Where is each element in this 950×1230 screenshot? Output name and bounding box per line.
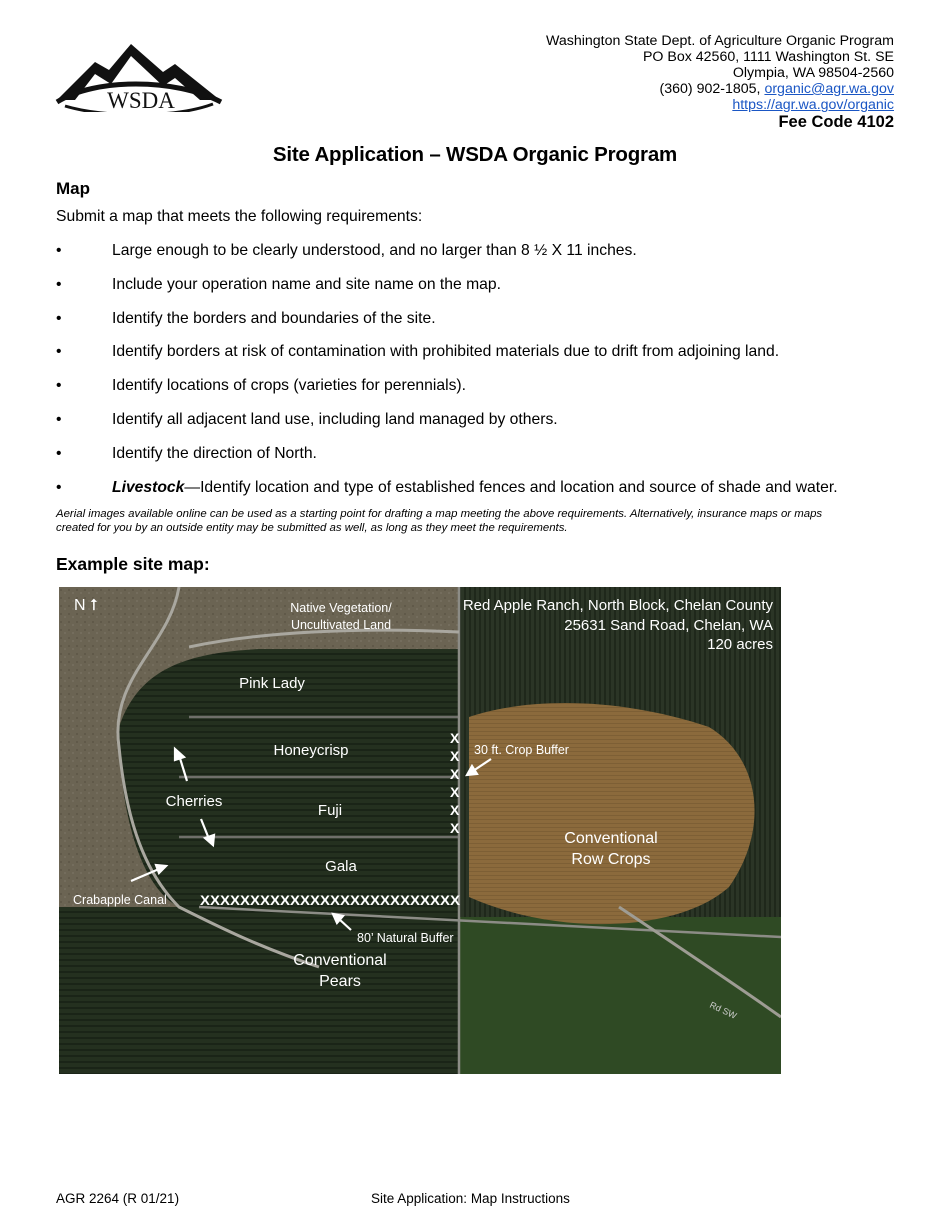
map-label-conv-row-1: Conventional	[564, 830, 658, 847]
list-item: • Identify the borders and boundaries of the site.	[56, 309, 436, 327]
bullet-icon: •	[56, 478, 62, 496]
x-mark-4: X	[450, 784, 460, 800]
bullet-icon: •	[56, 410, 62, 428]
org-name: Washington State Dept. of Agriculture Organic Program	[545, 33, 894, 49]
map-label-crop-buffer: 30 ft. Crop Buffer	[474, 743, 569, 757]
bullet-icon: •	[56, 343, 62, 361]
form-number: AGR 2264 (R 01/21)	[56, 1191, 180, 1206]
row-crops-circle	[469, 703, 755, 924]
wsda-logo	[55, 38, 223, 112]
bullet-icon: •	[56, 309, 62, 327]
section-intro: Submit a map that meets the following requirements:	[56, 208, 423, 225]
list-item: • Identify the direction of North.	[56, 444, 317, 462]
map-label-honeycrisp: Honeycrisp	[273, 742, 349, 759]
map-label-gala: Gala	[325, 858, 357, 875]
list-item: • Large enough to be clearly understood, and no larger than 8 ½ X 11 inches.	[56, 242, 637, 259]
map-label-road: Rd SW	[708, 999, 739, 1021]
livestock-text: —Identify location and type of established fences and location and source of shade and water.	[184, 478, 838, 496]
logo-text: WSDA	[107, 88, 175, 112]
example-site-map	[59, 587, 781, 1074]
x-mark-6: X	[450, 820, 460, 836]
list-item: • Identify borders at risk of contamination with prohibited materials due to drift from adjoining land.	[56, 343, 780, 361]
map-label-cherries: Cherries	[165, 793, 223, 810]
section-heading-example: Example site map:	[56, 554, 210, 574]
x-mark-5: X	[450, 802, 460, 818]
map-label-conv-pears-1: Conventional	[293, 952, 387, 969]
list-item: • Identify locations of crops (varieties for perennials).	[56, 377, 467, 395]
page-title: Site Application – WSDA Organic Program	[272, 143, 678, 166]
map-label-natural-buffer: 80’ Natural Buffer	[357, 931, 454, 945]
section-heading-map: Map	[56, 179, 90, 198]
footer-title: Site Application: Map Instructions	[371, 1191, 570, 1206]
bullet-icon: •	[56, 444, 62, 462]
org-address: PO Box 42560, 1111 Washington St. SE	[642, 49, 894, 65]
list-item: • Identify all adjacent land use, including land managed by others.	[56, 410, 558, 428]
org-phone-line	[546, 81, 894, 97]
mountain-logo-icon	[55, 38, 223, 112]
org-phone: (360) 902-1805,	[659, 81, 765, 97]
bullet-icon: •	[56, 275, 62, 293]
map-label-conv-row-2: Row Crops	[571, 851, 651, 868]
x-mark-3: X	[450, 766, 460, 782]
email-link[interactable]: organic@agr.wa.gov	[764, 81, 894, 97]
bullet-icon: •	[56, 377, 62, 395]
map-label-ranch-2: 25631 Sand Road, Chelan, WA	[564, 617, 773, 634]
website-link[interactable]: https://agr.wa.gov/organic	[732, 97, 894, 113]
north-arrow-icon: N ⭡	[74, 597, 98, 614]
x-mark-1: X	[450, 730, 460, 746]
requirements-list	[56, 242, 906, 512]
aerial-note: Aerial images available online can be used as a starting point for drafting a map meeting the above requirements. Alternatively, insurance maps or maps created for you by an outside entity may be submitted as well, as long as they meet the requirements.	[56, 508, 823, 534]
livestock-label: Livestock	[112, 478, 185, 496]
map-label-pink-lady: Pink Lady	[239, 675, 305, 692]
fee-code: Fee Code 4102	[778, 113, 894, 131]
map-label-conv-pears-2: Pears	[319, 973, 361, 990]
contact-block	[546, 33, 894, 132]
map-label-ranch-1: Red Apple Ranch, North Block, Chelan County	[462, 597, 773, 614]
green-field	[459, 917, 781, 1074]
x-mark-2: X	[450, 748, 460, 764]
map-label-native-1: Native Vegetation/	[290, 601, 392, 615]
bullet-icon: •	[56, 242, 62, 259]
map-label-canal: Crabapple Canal	[73, 893, 167, 907]
map-label-native-2: Uncultivated Land	[290, 618, 392, 632]
org-city: Olympia, WA 98504-2560	[732, 65, 894, 81]
map-label-ranch-3: 120 acres	[707, 636, 773, 653]
x-row: XXXXXXXXXXXXXXXXXXXXXXXXXX	[200, 893, 460, 908]
map-label-fuji: Fuji	[317, 802, 343, 819]
list-item: • Include your operation name and site name on the map.	[56, 275, 501, 293]
